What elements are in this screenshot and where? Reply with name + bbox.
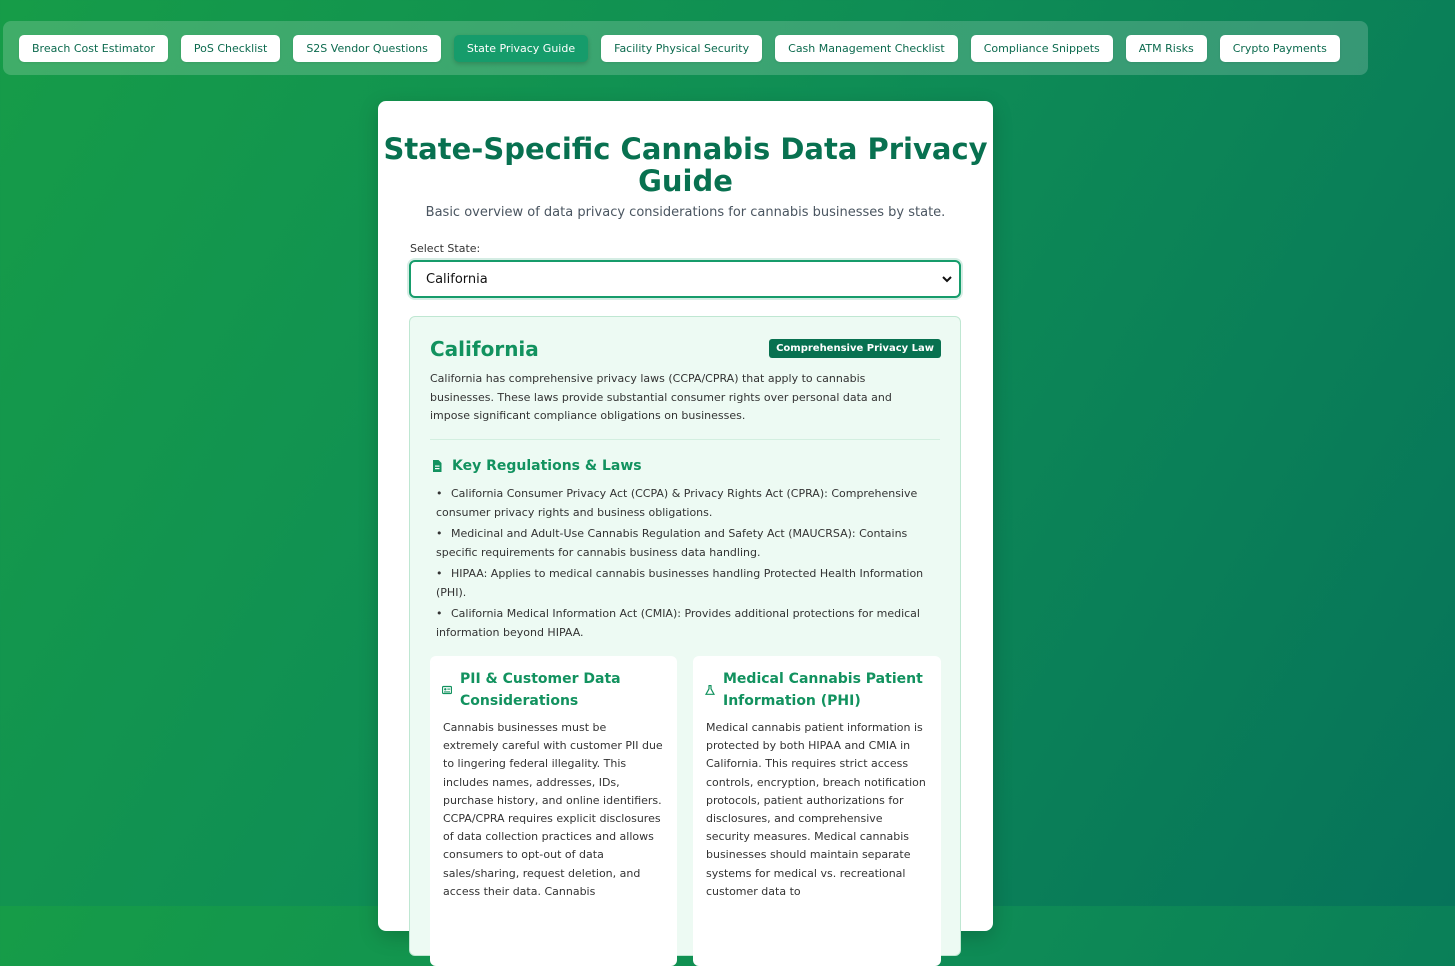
tool-navbar [3,21,1368,75]
nav-atm-risks[interactable]: ATM Risks [1126,35,1207,62]
nav-pos-checklist[interactable]: PoS Checklist [181,35,280,62]
nav-compliance-snippets[interactable]: Compliance Snippets [971,35,1113,62]
phi-card [693,656,941,966]
pii-card-title: PII & Customer Data Considerations [460,671,621,709]
id-card-icon [442,685,452,695]
phi-card-header [705,668,941,712]
page-subtitle: Basic overview of data privacy considerations for cannabis businesses by state. [425,205,946,220]
nav-crypto-payments[interactable]: Crypto Payments [1220,35,1340,62]
nav-cash-management-checklist[interactable]: Cash Management Checklist [775,35,958,62]
flask-icon [705,685,715,695]
regulations-header [430,458,642,474]
phi-card-body: Medical cannabis patient information is protected by both HIPAA and CMIA in California. This requires strict access controls, encryption, breach notification protocols, patient authorizations for disclosures, and comprehensive security measures. Medical cannabis businesses should maintain separate systems for medical vs. recreational customer data to [706,721,926,898]
state-select-label: Select State: [410,242,481,255]
state-description: California has comprehensive privacy laws (CCPA/CPRA) that apply to cannabis businesses. These laws provide substantial consumer rights over personal data and impose significant compliance obligations on businesses. [430,372,892,422]
state-select[interactable] [409,260,961,298]
regulations-title: Key Regulations & Laws [452,458,642,474]
document-icon [430,459,444,473]
regulations-list [436,485,938,645]
chevron-down-icon [941,273,953,285]
list-item: • California Consumer Privacy Act (CCPA) & Privacy Rights Act (CPRA): Comprehensive consumer privacy rights and business obligations. [436,487,918,519]
page-title: State-Specific Cannabis Data Privacy Guide [383,132,988,198]
privacy-guide-card [378,101,993,931]
nav-s2s-vendor-questions[interactable]: S2S Vendor Questions [293,35,441,62]
phi-card-title: Medical Cannabis Patient Information (PHI) [723,671,923,709]
nav-facility-physical-security[interactable]: Facility Physical Security [601,35,762,62]
list-item: • HIPAA: Applies to medical cannabis businesses handling Protected Health Information (PHI). [436,567,924,599]
list-item: • Medicinal and Adult-Use Cannabis Regulation and Safety Act (MAUCRSA): Contains specific requirements for cannabis business data handling. [436,527,908,559]
state-select-value: California [426,271,488,287]
divider [430,439,940,440]
state-info-panel [409,316,961,956]
privacy-law-badge: Comprehensive Privacy Law [769,339,941,358]
pii-card [430,656,677,966]
pii-card-body: Cannabis businesses must be extremely careful with customer PII due to lingering federal illegality. This includes names, addresses, IDs, purchase history, and online identifiers. CCPA/CPRA requires explicit disclosures of data collection practices and allows consumers to opt-out of data sales/sharing, request deletion, and access their data. Cannabis [443,721,663,898]
nav-breach-cost-estimator[interactable]: Breach Cost Estimator [19,35,168,62]
list-item: • California Medical Information Act (CMIA): Provides additional protections for medical information beyond HIPAA. [436,607,920,639]
pii-card-header [442,668,677,712]
nav-state-privacy-guide[interactable]: State Privacy Guide [454,35,588,62]
state-name: California [430,337,539,361]
